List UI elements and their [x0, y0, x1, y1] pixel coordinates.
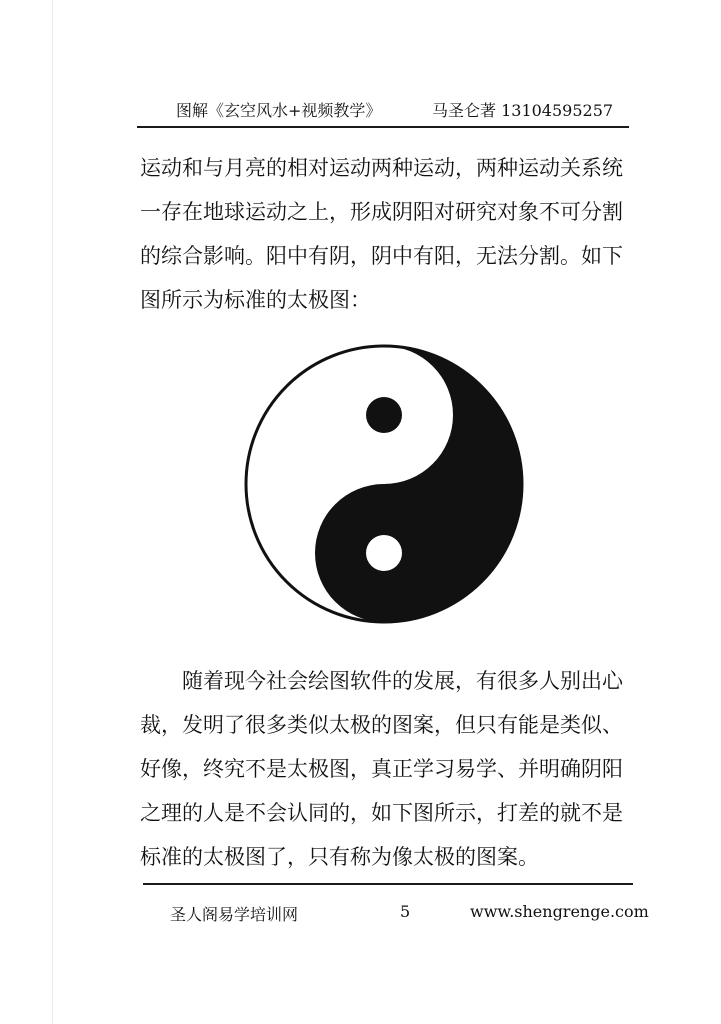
text-line: 裁，发明了很多类似太极的图案，但只有能是类似、 [140, 713, 623, 737]
text-line: 随着现今社会绘图软件的发展，有很多人别出心 [182, 669, 623, 693]
text-line: 好像，终究不是太极图，真正学习易学、并明确阴阳 [140, 757, 623, 781]
paragraph-discussion [140, 659, 640, 879]
header-book-title: 图解《玄空风水+视频教学》 [176, 101, 382, 120]
footer-rule [143, 883, 633, 885]
taiji-yang-eye [366, 535, 402, 571]
text-line: 之理的人是不会认同的，如下图所示，打差的就不是 [140, 801, 623, 825]
footer-site-name: 圣人阁易学培训网 [170, 905, 299, 924]
text-line: 图所示为标准的太极图： [140, 288, 371, 312]
header-rule [137, 126, 629, 128]
text-line: 标准的太极图了，只有称为像太极的图案。 [140, 845, 539, 869]
paragraph-intro [140, 146, 640, 322]
header-author-contact: 马圣仑著 13104595257 [432, 101, 614, 120]
footer-url: www.shengrenge.com [470, 902, 649, 921]
text-line: 运动和与月亮的相对运动两种运动，两种运动关系统 [140, 156, 623, 180]
taiji-yin-eye [366, 397, 402, 433]
page-number: 5 [400, 902, 411, 921]
text-line: 的综合影响。阳中有阴，阴中有阳，无法分割。如下 [140, 244, 623, 268]
text-line: 一存在地球运动之上，形成阴阳对研究对象不可分割 [140, 200, 623, 224]
taiji-yin-yang-icon [244, 344, 524, 624]
page-edge [52, 0, 53, 1024]
